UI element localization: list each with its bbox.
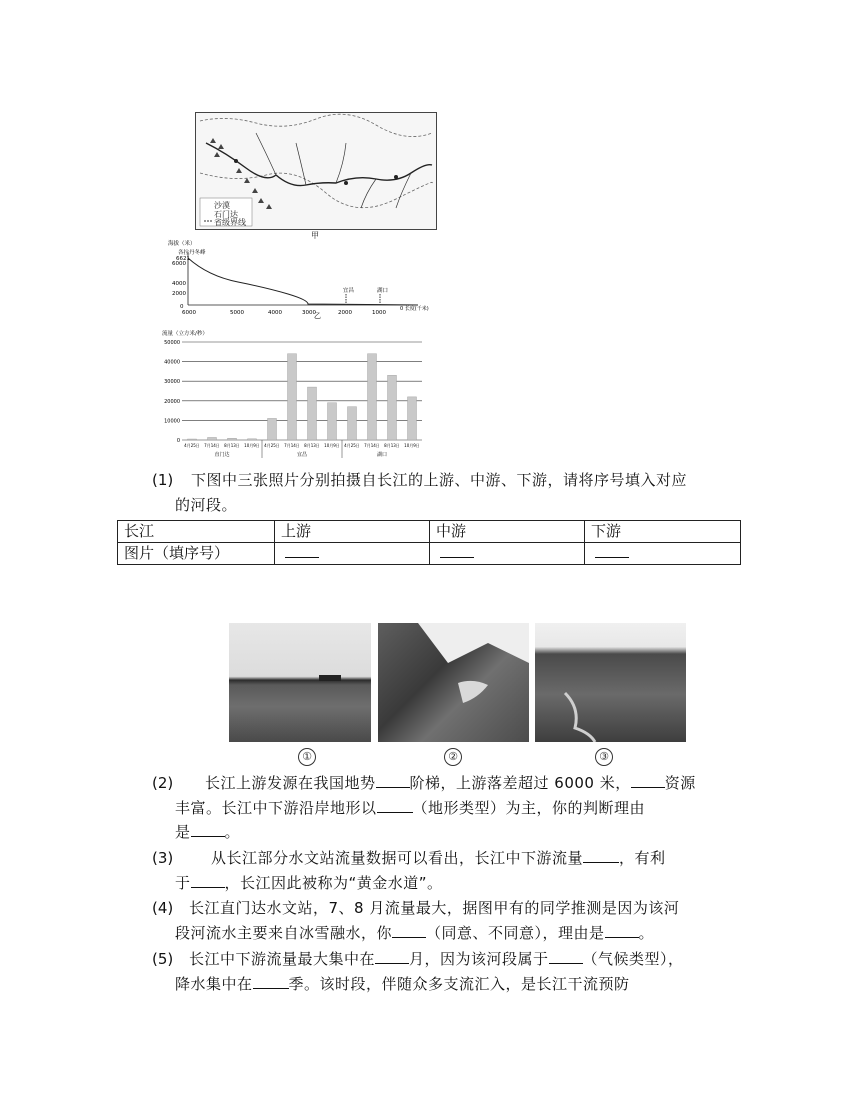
x-tick-label: 8月13日 xyxy=(304,443,320,448)
y-tick-label: 0 xyxy=(176,438,180,444)
profile-y-tick: 0 xyxy=(180,304,184,310)
profile-marker: 宜昌 xyxy=(343,288,355,294)
y-tick-label: 50000 xyxy=(164,340,180,346)
figure-flow-chart xyxy=(152,328,442,460)
chart-bar xyxy=(248,439,257,440)
chart-bar xyxy=(268,418,277,440)
q3-line2: 于 ，长江因此被称为“黄金水道”。 xyxy=(175,874,443,892)
table-row-label: 图片（填序号） xyxy=(118,543,275,565)
q1-line1: 下图中三张照片分别拍摄自长江的上游、中游、下游，请将序号填入对应 xyxy=(191,471,688,489)
x-tick-label: 4月25日 xyxy=(184,443,200,448)
blank[interactable] xyxy=(253,974,289,989)
q1-line2: 的河段。 xyxy=(175,496,238,514)
legend-item-0: 沙漠 xyxy=(214,201,230,210)
x-tick-label: 10月9日 xyxy=(324,443,340,448)
x-tick-label: 10月9日 xyxy=(404,443,420,448)
q4-line2: 段河流水主要来自冰雪融水，你 （同意、不同意），理由是 。 xyxy=(175,924,655,942)
answer-table xyxy=(117,520,741,565)
figure-profile xyxy=(168,238,448,320)
x-tick-label: 8月13日 xyxy=(224,443,240,448)
q5-line2: 降水集中在 季。该时段，伴随众多支流汇入，是长江干流预防 xyxy=(175,975,630,993)
y-tick-label: 30000 xyxy=(164,379,180,386)
x-tick-label: 4月25日 xyxy=(264,443,280,448)
profile-y-tick: 6000 xyxy=(172,261,186,267)
table-header-cell: 中游 xyxy=(430,521,585,543)
x-tick-label: 8月13日 xyxy=(384,443,400,448)
photo-1 xyxy=(229,623,371,742)
figure-map xyxy=(195,112,437,230)
blank[interactable] xyxy=(605,923,639,938)
table-header-cell: 下游 xyxy=(585,521,741,543)
profile-x-unit: 0 长度(千米) xyxy=(400,306,429,312)
chart-bar xyxy=(308,387,317,440)
blank[interactable] xyxy=(376,773,410,788)
chart-title: 流量（立方米/秒） xyxy=(162,331,208,337)
photo-number-1: ① xyxy=(298,748,316,766)
answer-blank-lower[interactable] xyxy=(585,543,741,565)
q3-number: (3) xyxy=(152,849,174,867)
chart-bar xyxy=(408,397,417,440)
profile-y-tick: 2000 xyxy=(172,291,186,297)
table-row xyxy=(118,543,741,565)
x-tick-label: 10月9日 xyxy=(244,443,260,448)
blank[interactable] xyxy=(375,949,409,964)
profile-caption: 乙 xyxy=(314,312,321,320)
blank[interactable] xyxy=(377,798,413,813)
blank[interactable] xyxy=(392,923,426,938)
legend-item-1: 石门达 xyxy=(214,210,238,219)
chart-bar xyxy=(288,354,297,440)
q3-line1: 从长江部分水文站流量数据可以看出，长江中下游流量 ，有利 xyxy=(211,849,666,867)
q4-line1: 长江直门达水文站，7、8 月流量最大，据图甲有的同学推测是因为该河 xyxy=(189,899,680,917)
profile-x-tick: 4000 xyxy=(268,310,282,316)
profile-source-label: 各拉丹冬峰 xyxy=(178,250,206,256)
chart-bar xyxy=(228,438,237,440)
q5-line1: 长江中下游流量最大集中在 月，因为该河段属于 （气候类型）， xyxy=(189,950,684,968)
answer-blank-middle[interactable] xyxy=(430,543,585,565)
chart-bar xyxy=(208,437,217,440)
photo-number-2: ② xyxy=(444,748,462,766)
group-label: 宜昌 xyxy=(296,452,308,458)
chart-bar xyxy=(328,403,337,440)
y-tick-label: 20000 xyxy=(164,398,180,405)
x-tick-label: 7月14日 xyxy=(284,443,300,448)
profile-x-tick: 1000 xyxy=(372,310,386,316)
q2-number: (2) xyxy=(152,774,174,792)
profile-x-tick: 3000 xyxy=(302,310,316,316)
chart-bar xyxy=(348,407,357,440)
profile-line xyxy=(188,258,418,305)
profile-x-tick: 6000 xyxy=(182,310,196,316)
river-line xyxy=(206,143,432,186)
chart-bar xyxy=(368,354,377,440)
profile-x-tick: 2000 xyxy=(338,310,352,316)
profile-x-tick: 5000 xyxy=(230,310,244,316)
profile-peak-label: 6621 xyxy=(176,256,190,262)
q1-number: (1) xyxy=(152,471,174,489)
table-header-cell: 上游 xyxy=(275,521,430,543)
y-tick-label: 40000 xyxy=(164,359,180,366)
legend-item-4: 省级界线 xyxy=(214,218,246,227)
blank[interactable] xyxy=(583,848,619,863)
photo-2 xyxy=(378,623,529,742)
x-tick-label: 4月25日 xyxy=(344,443,360,448)
map-caption: 甲 xyxy=(311,231,319,240)
chart-bar xyxy=(388,375,397,440)
q2-line1: 长江上游发源在我国地势 阶梯，上游落差超过 6000 米， 资源 xyxy=(205,774,696,792)
photo-number-3: ③ xyxy=(595,748,613,766)
q2-line2: 丰富。长江中下游沿岸地形以 （地形类型）为主，你的判断理由 xyxy=(175,799,646,817)
answer-blank-upper[interactable] xyxy=(275,543,430,565)
blank[interactable] xyxy=(631,773,665,788)
group-label: 湖口 xyxy=(376,452,388,458)
blank[interactable] xyxy=(191,873,225,888)
chart-bar xyxy=(188,439,197,440)
blank[interactable] xyxy=(191,822,225,837)
q5-number: (5) xyxy=(152,950,174,968)
profile-y-title: 海拔（米） xyxy=(168,241,196,247)
q4-number: (4) xyxy=(152,899,174,917)
table-row xyxy=(118,521,741,543)
group-label: 直门达 xyxy=(214,452,230,458)
profile-marker: 湖口 xyxy=(377,288,389,294)
profile-y-tick: 4000 xyxy=(172,281,186,287)
photo-3 xyxy=(535,623,686,742)
y-tick-label: 10000 xyxy=(164,418,180,425)
x-tick-label: 7月14日 xyxy=(204,443,220,448)
q2-line3: 是 。 xyxy=(175,823,241,841)
table-header-cell: 长江 xyxy=(118,521,275,543)
blank[interactable] xyxy=(549,949,583,964)
x-tick-label: 7月14日 xyxy=(364,443,380,448)
